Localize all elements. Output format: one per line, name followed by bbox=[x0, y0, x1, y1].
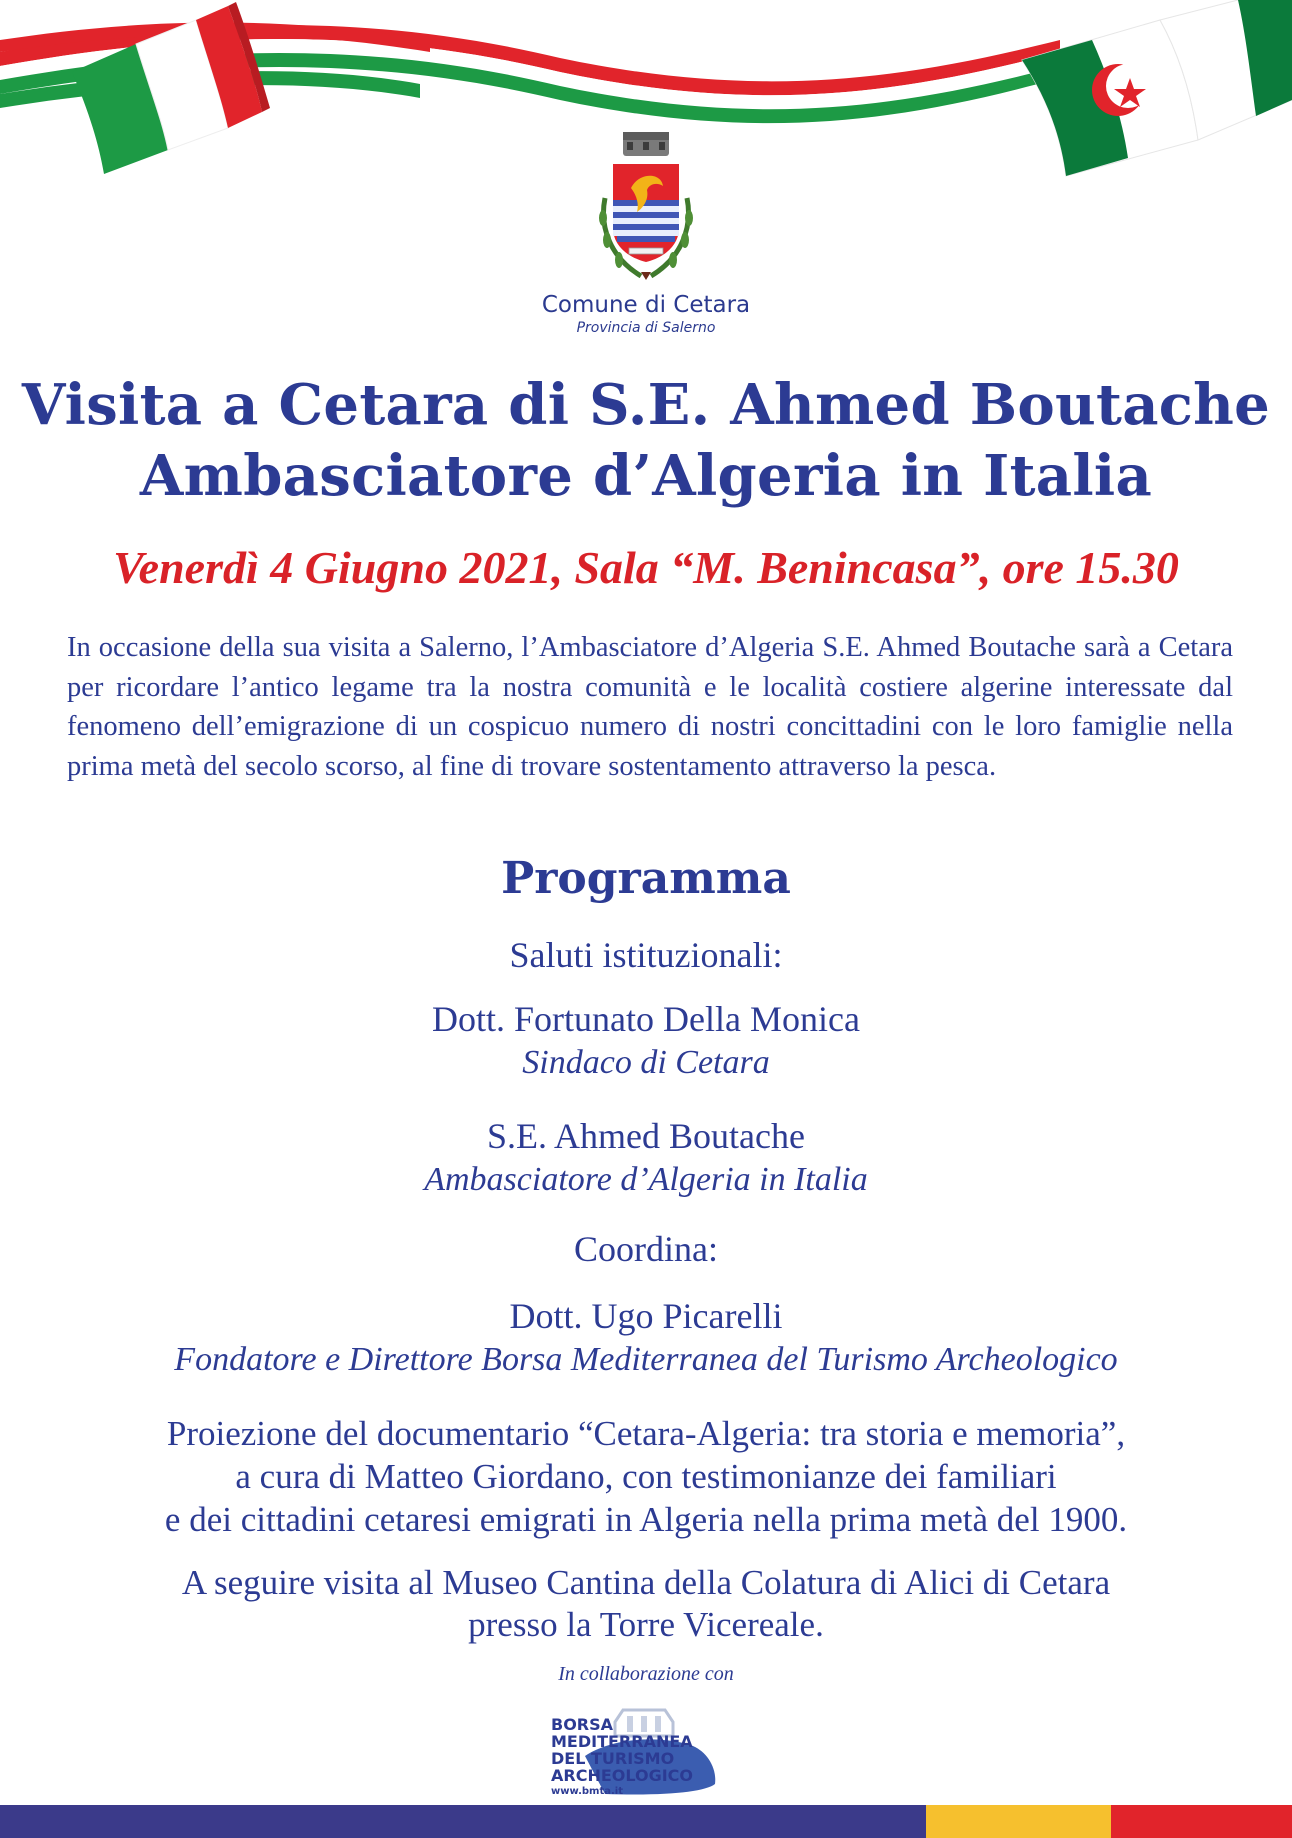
bmta-line-3: DEL TURISMO bbox=[551, 1749, 675, 1768]
bmta-url: www.bmta.it bbox=[551, 1786, 623, 1797]
programma-heading: Programma bbox=[501, 853, 791, 904]
coat-of-arms-logo bbox=[591, 128, 701, 288]
speaker1-name: Dott. Fortunato Della Monica bbox=[432, 999, 860, 1039]
title-line-1: Visita a Cetara di S.E. Ahmed Boutache bbox=[21, 372, 1271, 438]
bottom-bar-red bbox=[1111, 1805, 1292, 1838]
speaker2-role: Ambasciatore d’Algeria in Italia bbox=[424, 1161, 868, 1198]
projection-line-3: e dei cittadini cetaresi emigrati in Algeria nella prima metà del 1900. bbox=[164, 1500, 1128, 1539]
bmta-logo bbox=[545, 1700, 745, 1800]
comune-name: Comune di Cetara bbox=[541, 292, 751, 318]
bmta-line-4: ARCHEOLOGICO bbox=[551, 1766, 694, 1785]
coordina-label: Coordina: bbox=[574, 1229, 718, 1269]
speaker2-name: S.E. Ahmed Boutache bbox=[487, 1116, 805, 1156]
projection-line-1: Proiezione del documentario “Cetara-Algeria: tra storia e memoria”, bbox=[166, 1414, 1126, 1453]
saluti-label: Saluti istituzionali: bbox=[509, 935, 783, 975]
intro-paragraph: In occasione della sua visita a Salerno, l’Ambasciatore d’Algeria S.E. Ahmed Boutache sarà a Cetara per ricordare l’antico legame tra la nostra comunità e le località costiere algerine interessate dal fenomeno dell’emigrazione di un cospicuo numero di nostri concittadini con le loro famiglie nella prima metà del secolo scorso, al fine di trovare sostentamento attraverso la pesca. bbox=[67, 632, 1233, 782]
comune-province: Provincia di Salerno bbox=[576, 320, 716, 336]
title-line-2: Ambasciatore d’Algeria in Italia bbox=[139, 443, 1153, 509]
collaboration-label: In collaborazione con bbox=[558, 1663, 734, 1685]
bottom-bar-blue bbox=[0, 1805, 926, 1838]
bmta-line-1: BORSA bbox=[551, 1715, 614, 1734]
visit-line-1: A seguire visita al Museo Cantina della Colatura di Alici di Cetara bbox=[181, 1563, 1111, 1602]
event-date-place-time: Venerdì 4 Giugno 2021, Sala “M. Benincasa”, ore 15.30 bbox=[113, 542, 1179, 593]
coordinator-name: Dott. Ugo Picarelli bbox=[509, 1296, 783, 1336]
bmta-line-2: MEDITERRANEA bbox=[551, 1732, 693, 1751]
visit-line-2: presso la Torre Vicereale. bbox=[468, 1605, 824, 1644]
bottom-bar-yellow bbox=[926, 1805, 1111, 1838]
coordinator-role: Fondatore e Direttore Borsa Mediterranea del Turismo Archeologico bbox=[174, 1341, 1118, 1378]
projection-line-2: a cura di Matteo Giordano, con testimonianze dei familiari bbox=[235, 1457, 1057, 1496]
speaker1-role: Sindaco di Cetara bbox=[522, 1044, 770, 1081]
algeria-flag-icon bbox=[1022, 0, 1292, 176]
